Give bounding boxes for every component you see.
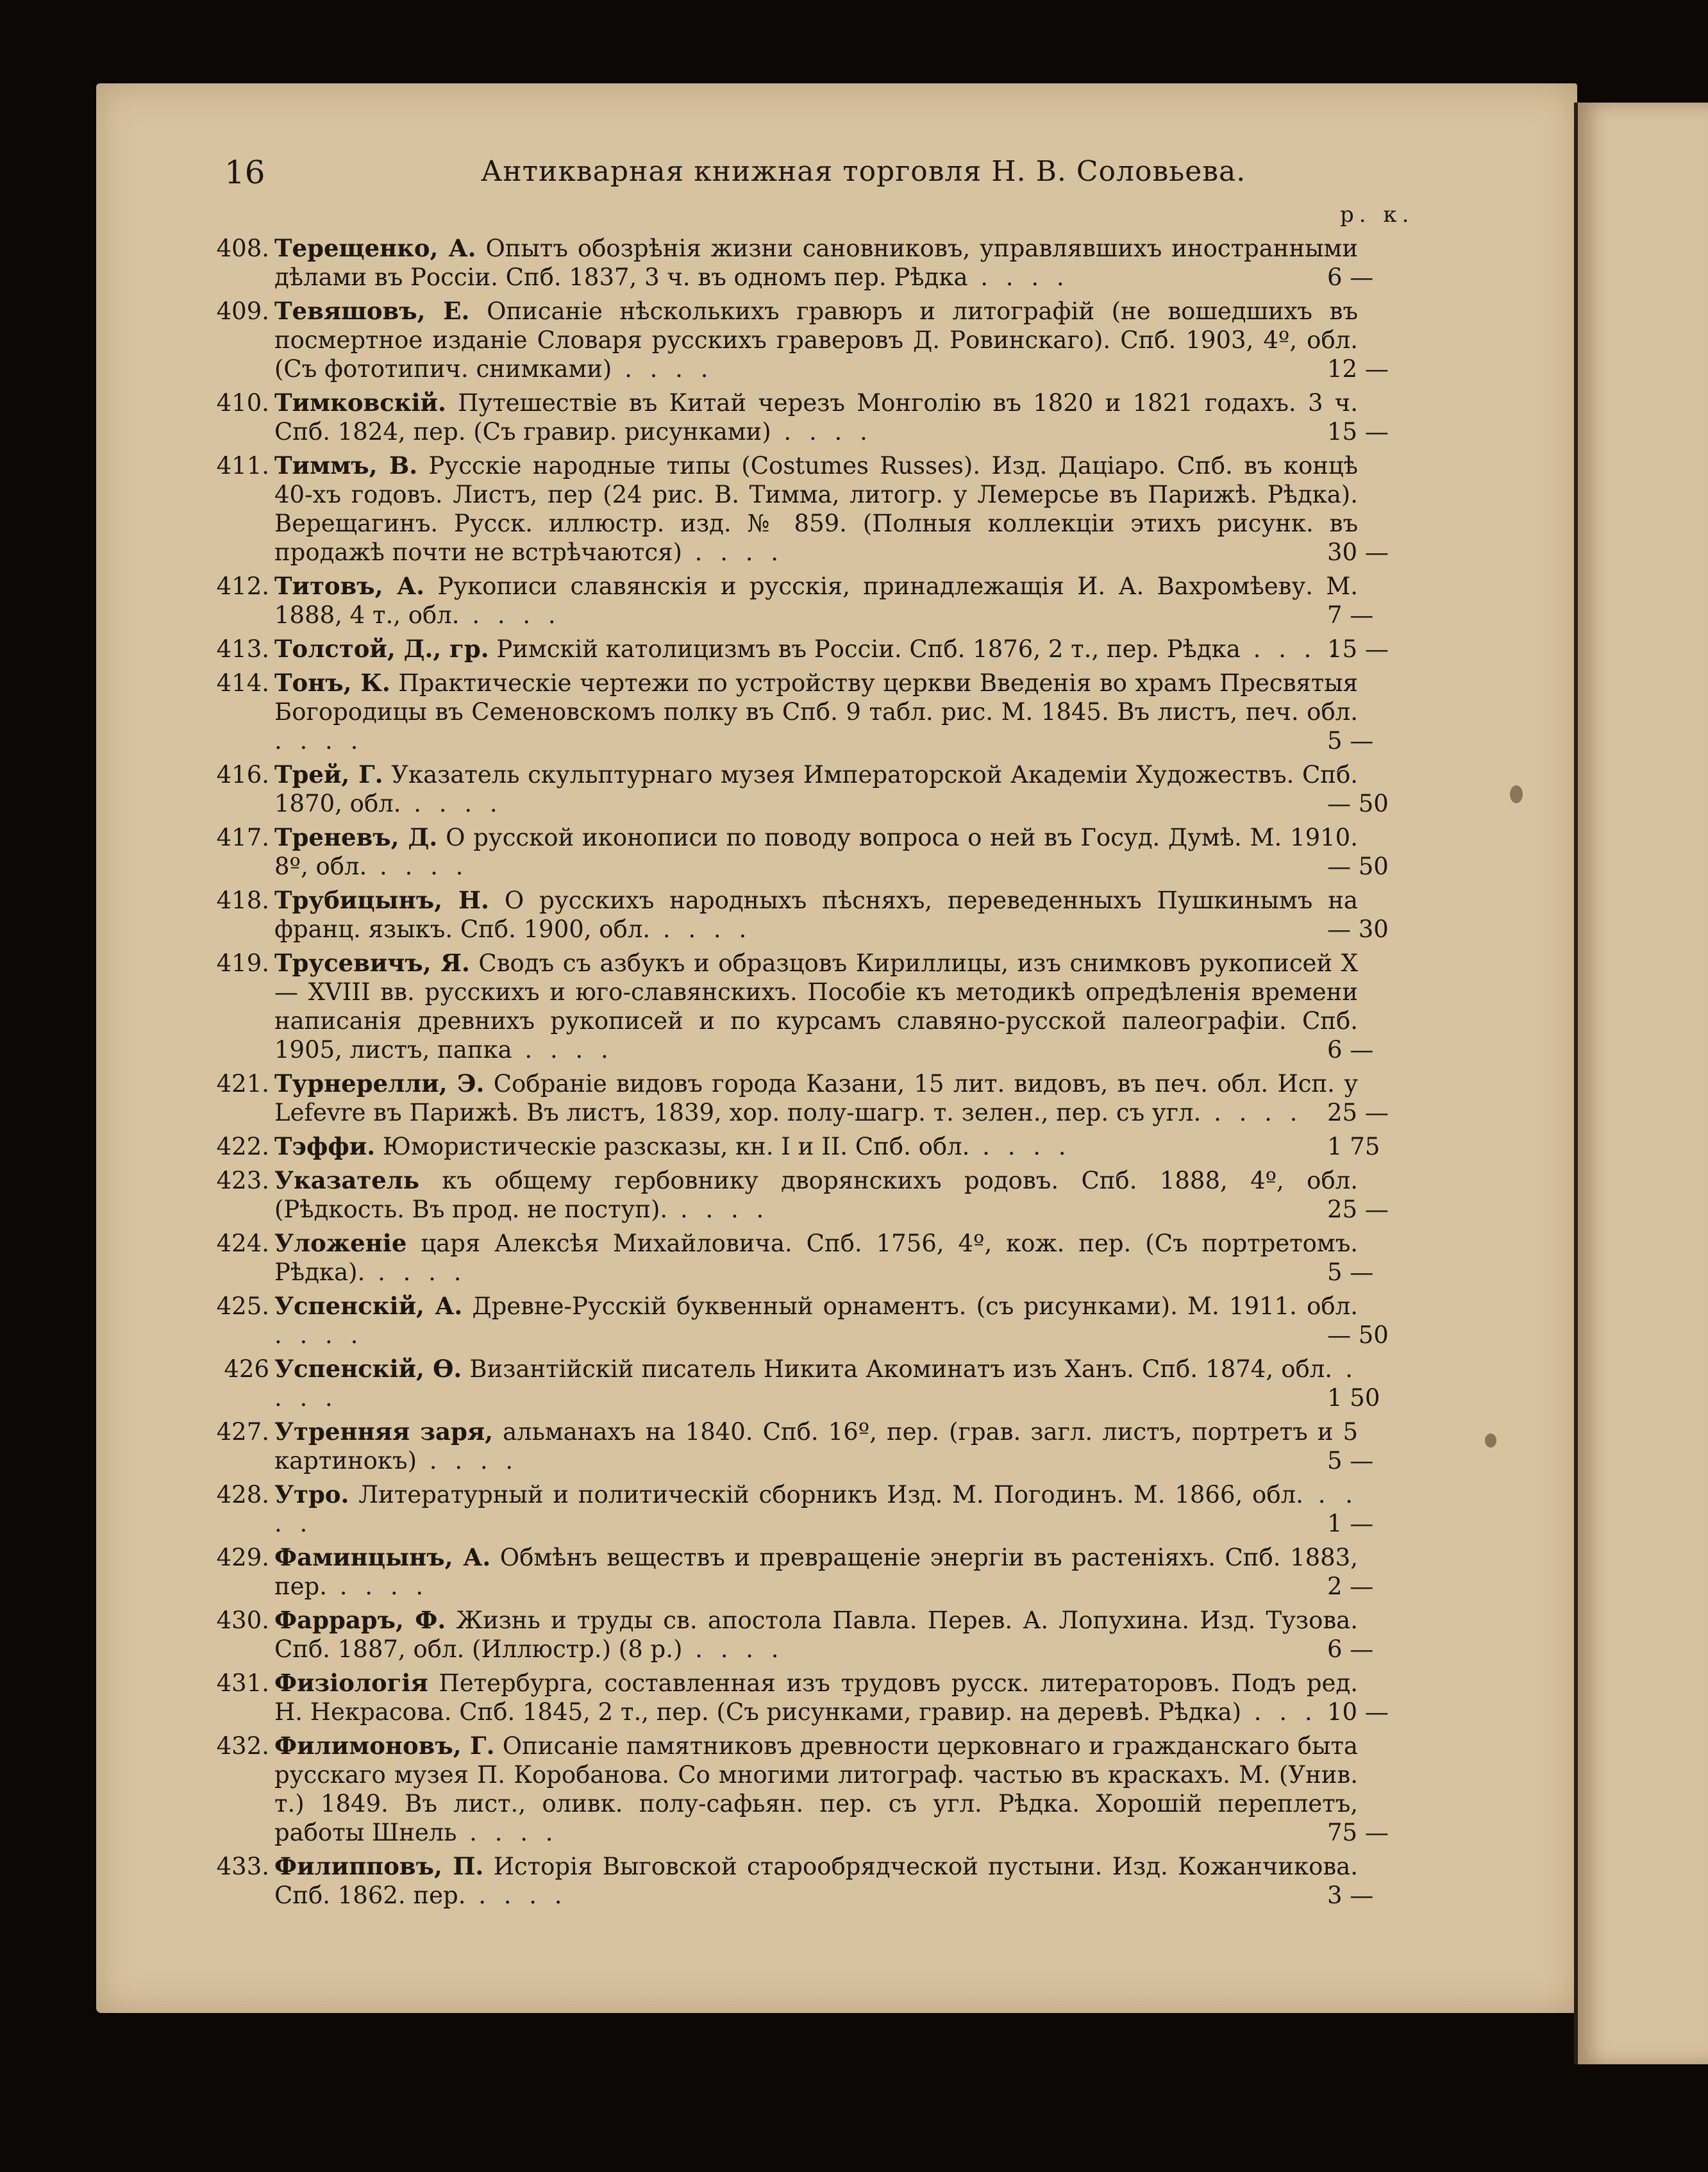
entry-author: Утренняя заря, xyxy=(274,1417,494,1446)
entry-price: 5 — xyxy=(1327,1258,1374,1286)
leader-dots: . . . . xyxy=(667,1196,769,1223)
catalog-entry xyxy=(199,1732,1404,1847)
catalog-entry xyxy=(199,1132,1404,1161)
entry-text: О русскихъ народныхъ пѣсняхъ, переведенныхъ Пушкинымъ на франц. языкъ. Спб. 1900, обл. xyxy=(274,887,1358,943)
entry-description xyxy=(274,572,1358,630)
entry-price: 75 — xyxy=(1327,1819,1389,1846)
entry-author: Успенскій, Ѳ. xyxy=(274,1355,462,1383)
page-number: 16 xyxy=(224,154,265,191)
adjacent-page-edge xyxy=(1574,103,1708,2064)
entry-author: Трубицынъ, Н. xyxy=(274,886,489,914)
entry-number: 424. xyxy=(216,1230,269,1257)
entry-author: Успенскій, А. xyxy=(274,1292,463,1320)
entry-price: 25 — xyxy=(1327,1099,1389,1126)
entry-number: 433. xyxy=(216,1853,269,1880)
entry-price: — 50 xyxy=(1327,853,1389,880)
entry-description xyxy=(274,451,1358,567)
entry-price: — 50 xyxy=(1327,790,1389,817)
entry-author: Утро. xyxy=(274,1480,349,1508)
leader-dots: . . . . xyxy=(274,1355,1358,1412)
catalog-entry xyxy=(199,1417,1404,1475)
leader-dots: . . . . xyxy=(512,1036,614,1064)
entry-text: Петербурга, составленная изъ трудовъ русск. литераторовъ. Подъ ред. Н. Некрасова. Спб. 1845, 2 т., пер. (Съ рисунками, гравир. на деревѣ. Рѣдка) xyxy=(274,1669,1358,1726)
entry-description xyxy=(274,1355,1358,1412)
leader-dots: . . . . xyxy=(417,1447,519,1474)
leader-dots: . . . . xyxy=(456,1819,558,1846)
entry-description xyxy=(274,297,1358,383)
entry-number: 419. xyxy=(216,949,269,977)
entry-author: Филипповъ, П. xyxy=(274,1852,484,1880)
entry-author: Филимоновъ, Г. xyxy=(274,1732,495,1760)
entry-description xyxy=(274,1852,1358,1910)
leader-dots: . . . . xyxy=(612,355,714,383)
entry-description xyxy=(274,1543,1358,1601)
entry-number: 421. xyxy=(216,1070,269,1098)
entry-number: 428. xyxy=(216,1481,269,1508)
entry-author: Фаминцынъ, А. xyxy=(274,1543,491,1571)
entry-text: Рукописи славянскія и русскія, принадлежащія И. А. Вахромѣеву. М. 1888, 4 т., обл. xyxy=(274,572,1358,629)
entry-author: Терещенко, А. xyxy=(274,234,476,262)
entry-author: Толстой, Д., гр. xyxy=(274,635,489,663)
entry-price: 7 — xyxy=(1327,601,1374,629)
entry-number: 410. xyxy=(216,389,269,417)
entry-description xyxy=(274,388,1358,446)
entry-text: Путешествіе въ Китай черезъ Монголію въ 1820 и 1821 годахъ. 3 ч. Спб. 1824, пер. (Съ гравир. рисунками) xyxy=(274,389,1358,446)
entry-author: Указатель xyxy=(274,1166,419,1194)
entry-price: 15 — xyxy=(1327,635,1389,663)
entry-text: Опытъ обозрѣнія жизни сановниковъ, управлявшихъ иностранными дѣлами въ Россіи. Спб. 1837, 3 ч. въ одномъ пер. Рѣдка xyxy=(274,235,1358,291)
entry-author: Тиммъ, В. xyxy=(274,451,418,480)
entry-number: 432. xyxy=(216,1732,269,1760)
leader-dots: . . . . xyxy=(459,601,561,629)
entry-text: Юмористическіе разсказы, кн. I и II. Спб. обл. xyxy=(375,1133,970,1160)
entry-price: 25 — xyxy=(1327,1196,1389,1223)
entry-description xyxy=(274,1069,1358,1127)
entry-price: 6 — xyxy=(1327,1036,1374,1064)
entry-description xyxy=(274,886,1358,944)
entry-author: Трей, Г. xyxy=(274,760,383,789)
catalog-entry xyxy=(199,760,1404,818)
entry-description xyxy=(274,949,1358,1064)
entry-text: Византійскій писатель Никита Акоминатъ изъ Ханъ. Спб. 1874, обл. xyxy=(462,1355,1333,1383)
entry-price: 15 — xyxy=(1327,418,1389,446)
entry-text: къ общему гербовнику дворянскихъ родовъ. Спб. 1888, 4º, обл. (Рѣдкость. Въ прод. не поступ). xyxy=(274,1167,1358,1223)
entry-description xyxy=(274,669,1358,755)
leader-dots: . . . . xyxy=(1201,1099,1303,1126)
catalog-entry xyxy=(199,1355,1404,1412)
entry-author: Фарраръ, Ф. xyxy=(274,1606,446,1634)
catalog-entries xyxy=(199,234,1404,1915)
stain-mark xyxy=(1485,1433,1496,1448)
entry-author: Тимковскій. xyxy=(274,388,446,417)
entry-description xyxy=(274,1732,1358,1847)
entry-price: 2 — xyxy=(1327,1573,1374,1600)
entry-number: 416. xyxy=(216,761,269,789)
entry-number: 427. xyxy=(216,1418,269,1446)
entry-text: Описаніе нѣсколькихъ гравюръ и литографій (не вошедшихъ въ посмертное изданіе Словаря русскихъ граверовъ Д. Ровинскаго). Спб. 1903, 4º, обл. (Съ фототипич. снимками) xyxy=(274,297,1359,383)
entry-author: Титовъ, А. xyxy=(274,572,425,600)
entry-price: 12 — xyxy=(1327,355,1389,383)
leader-dots: . . . . xyxy=(365,1258,467,1286)
stain-mark xyxy=(1510,785,1523,803)
entry-description xyxy=(274,635,1358,664)
leader-dots: . . . . xyxy=(650,915,752,943)
running-head: Антикварная книжная торговля Н. В. Соловьева. xyxy=(481,155,1246,188)
catalog-entry xyxy=(199,886,1404,944)
entry-number: 418. xyxy=(216,887,269,914)
leader-dots: . . . . xyxy=(274,1481,1359,1537)
entry-author: Уложеніе xyxy=(274,1229,407,1257)
entry-text: Исторія Выговской старообрядческой пустыни. Изд. Кожанчикова. Спб. 1862. пер. xyxy=(274,1853,1359,1909)
entry-text: Описаніе памятниковъ древности церковнаго и гражданскаго быта русскаго музея П. Коробанова. Со многими литограф. частью въ краскахъ. М. (Унив. т.) 1849. Въ лист., оливк. полу-сафьян. пер. съ угл. Рѣдка. Хорошій переплетъ, работы Шнель xyxy=(274,1732,1358,1846)
entry-price: 30 — xyxy=(1327,539,1389,566)
entry-description xyxy=(274,1606,1358,1664)
entry-number: 423. xyxy=(216,1167,269,1194)
entry-description xyxy=(274,1166,1358,1224)
entry-number: 414. xyxy=(216,669,269,697)
catalog-entry xyxy=(199,572,1404,630)
entry-text: Указатель скульптурнаго музея Императорской Академіи Художествъ. Спб. 1870, обл. xyxy=(274,761,1359,817)
leader-dots: . . . . xyxy=(682,1635,784,1663)
entry-description xyxy=(274,234,1358,292)
entry-text: альманахъ на 1840. Спб. 16º, пер. (грав. загл. листъ, портретъ и 5 картинокъ) xyxy=(274,1418,1358,1474)
entry-number: 422. xyxy=(216,1133,269,1160)
entry-number: 430. xyxy=(216,1607,269,1634)
entry-price: 6 — xyxy=(1327,1635,1374,1663)
entry-text: Жизнь и труды св. апостола Павла. Перев. А. Лопухина. Изд. Тузова. Спб. 1887, обл. (Иллюстр.) (8 р.) xyxy=(274,1607,1359,1663)
entry-text: Сводъ съ азбукъ и образцовъ Кириллицы, изъ снимковъ рукописей X — XVIII вв. русскихъ и юго-славянскихъ. Пособіе къ методикѣ опредѣленія времени написанія древнихъ рукописей и по курсамъ славяно-русской палеографіи. Спб. 1905, листъ, папка xyxy=(274,949,1358,1064)
entry-description xyxy=(274,1480,1358,1538)
entry-number: 408. xyxy=(216,235,269,262)
leader-dots: . . . . xyxy=(274,727,364,755)
entry-price: 10 — xyxy=(1327,1698,1389,1726)
entry-description xyxy=(274,1132,1358,1161)
entry-description xyxy=(274,760,1358,818)
entry-text: Практическіе чертежи по устройству церкви Введенія во храмъ Пресвятыя Богородицы въ Семеновскомъ полку въ Спб. 9 табл. рис. М. 1845. Въ листъ, печ. обл. xyxy=(274,669,1358,726)
catalog-entry xyxy=(199,297,1404,383)
catalog-entry xyxy=(199,1292,1404,1349)
catalog-entry xyxy=(199,1229,1404,1287)
catalog-entry xyxy=(199,1669,1404,1726)
entry-price: 1 — xyxy=(1327,1510,1374,1537)
entry-description xyxy=(274,1292,1358,1349)
entry-text: Литературный и политическій сборникъ Изд. М. Погодинъ. М. 1866, обл. xyxy=(349,1481,1303,1508)
entry-author: Физіологія xyxy=(274,1669,428,1697)
entry-price: — 50 xyxy=(1327,1321,1389,1349)
catalog-entry xyxy=(199,669,1404,755)
entry-number: 409. xyxy=(216,297,269,325)
entry-author: Тевяшовъ, Е. xyxy=(274,297,470,325)
catalog-entry xyxy=(199,1852,1404,1910)
entry-text: Обмѣнъ веществъ и превращеніе энергіи въ растеніяхъ. Спб. 1883, пер. xyxy=(274,1544,1358,1600)
catalog-entry xyxy=(199,823,1404,881)
leader-dots: . . . . xyxy=(274,1321,364,1349)
entry-description xyxy=(274,823,1358,881)
leader-dots: . . . . xyxy=(1241,1698,1343,1726)
entry-price: 5 — xyxy=(1327,1447,1374,1474)
catalog-entry xyxy=(199,635,1404,664)
catalog-entry xyxy=(199,388,1404,446)
catalog-entry xyxy=(199,1543,1404,1601)
leader-dots: . . . . xyxy=(367,853,469,880)
entry-price: 1 50 xyxy=(1327,1384,1380,1412)
entry-number: 412. xyxy=(216,572,269,600)
entry-description xyxy=(274,1229,1358,1287)
entry-author: Тэффи. xyxy=(274,1132,376,1160)
entry-number: 426 xyxy=(224,1355,269,1383)
catalog-entry xyxy=(199,451,1404,567)
leader-dots: . . . . xyxy=(967,263,1069,291)
entry-text: О русской иконописи по поводу вопроса о ней въ Госуд. Думѣ. М. 1910. 8º, обл. xyxy=(274,824,1358,880)
entry-text: царя Алексѣя Михайловича. Спб. 1756, 4º, кож. пер. (Съ портретомъ. Рѣдка). xyxy=(274,1230,1358,1286)
leader-dots: . . . . xyxy=(401,790,503,817)
entry-number: 411. xyxy=(216,452,269,480)
entry-price: 6 — xyxy=(1327,263,1374,291)
entry-author: Тонъ, К. xyxy=(274,669,390,697)
entry-description xyxy=(274,1417,1358,1475)
leader-dots: . . . . xyxy=(465,1882,567,1909)
leader-dots: . . . . xyxy=(327,1573,429,1600)
price-column-heading: р. к. xyxy=(1340,202,1414,228)
entry-text: Русскіе народные типы (Costumes Russes). Изд. Даціаро. Спб. въ концѣ 40-хъ годовъ. Листъ, пер (24 рис. В. Тимма, литогр. у Лемерсье въ Парижѣ. Рѣдка). Верещагинъ. Русск. иллюстр. изд. № 859. (Полныя коллекціи этихъ рисунк. въ продажѣ почти не встрѣчаются) xyxy=(274,452,1358,566)
entry-author: Турнерелли, Э. xyxy=(274,1069,485,1098)
entry-number: 413. xyxy=(216,635,269,663)
entry-number: 417. xyxy=(216,824,269,851)
entry-text: Древне-Русскій буквенный орнаментъ. (съ рисунками). М. 1911. обл. xyxy=(462,1292,1358,1320)
entry-price: 1 75 xyxy=(1327,1133,1380,1160)
entry-author: Треневъ, Д. xyxy=(274,823,438,851)
catalog-entry xyxy=(199,234,1404,292)
entry-number: 425. xyxy=(216,1292,269,1320)
leader-dots: . . . . xyxy=(1240,635,1342,663)
entry-number: 431. xyxy=(216,1669,269,1697)
entry-text: Римскій католицизмъ въ Россіи. Спб. 1876, 2 т., пер. Рѣдка xyxy=(489,635,1241,663)
leader-dots: . . . . xyxy=(771,418,873,446)
entry-description xyxy=(274,1669,1358,1726)
catalog-entry xyxy=(199,1069,1404,1127)
catalog-entry xyxy=(199,1606,1404,1664)
entry-price: 3 — xyxy=(1327,1882,1374,1909)
catalog-entry xyxy=(199,949,1404,1064)
entry-price: 5 — xyxy=(1327,727,1374,755)
entry-price: — 30 xyxy=(1327,915,1389,943)
entry-author: Трусевичъ, Я. xyxy=(274,949,470,977)
entry-number: 429. xyxy=(216,1544,269,1571)
catalog-entry xyxy=(199,1166,1404,1224)
catalog-entry xyxy=(199,1480,1404,1538)
page-header xyxy=(224,154,1398,192)
leader-dots: . . . . xyxy=(682,539,783,566)
leader-dots: . . . . xyxy=(969,1133,1071,1160)
entry-text: Собраніе видовъ города Казани, 15 лит. видовъ, въ печ. обл. Исп. у Lefevre въ Парижѣ. Въ листъ, 1839, хор. полу-шагр. т. зелен., пер. съ угл. xyxy=(274,1070,1358,1126)
